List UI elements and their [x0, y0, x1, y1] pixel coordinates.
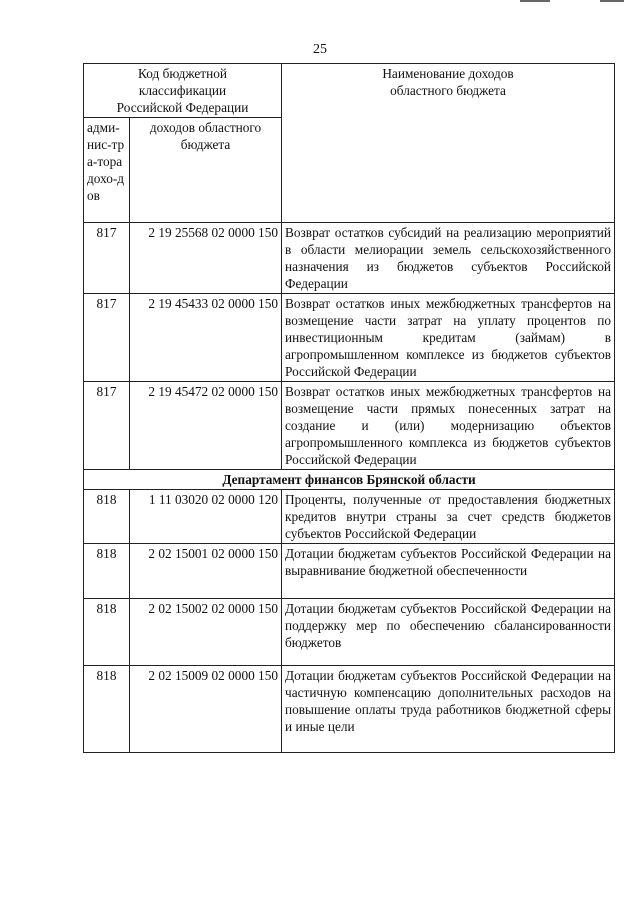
income-code: 1 11 03020 02 0000 120: [130, 490, 282, 544]
table-header-row: [84, 64, 615, 118]
department-row: [84, 470, 615, 490]
income-name: Возврат остатков субсидий на реализацию мероприятий в области мелиорации земель сельскохозяйственного назначения из бюджетов субъектов Российской Федерации: [282, 223, 615, 294]
admin-code: 818: [84, 544, 130, 599]
scan-mark: [520, 0, 550, 2]
table-row: [84, 294, 615, 382]
classification-header-text: Код бюджетной классификации Российской Федерации: [116, 66, 249, 115]
income-code: 2 02 15001 02 0000 150: [130, 544, 282, 599]
page-number: 25: [313, 42, 327, 57]
table-row: [84, 490, 615, 544]
income-code: 2 02 15009 02 0000 150: [130, 666, 282, 753]
income-name: Проценты, полученные от предоставления бюджетных кредитов внутри страны за счет средств бюджетов субъектов Российской Федерации: [282, 490, 615, 544]
administrator-header: [84, 118, 130, 223]
scan-mark: [600, 0, 624, 2]
income-code: 2 02 15002 02 0000 150: [130, 599, 282, 666]
name-header: [282, 64, 615, 223]
income-code: 2 19 25568 02 0000 150: [130, 223, 282, 294]
income-name: Дотации бюджетам субъектов Российской Федерации на выравнивание бюджетной обеспеченности: [282, 544, 615, 599]
income-name: Возврат остатков иных межбюджетных трансфертов на возмещение части прямых понесенных затрат на создание и (или) модернизацию объектов агропромышленного комплекса из бюджетов субъектов Российской Федерации: [282, 382, 615, 470]
classification-header: [84, 64, 282, 118]
income-header: [130, 118, 282, 223]
budget-classification-table: [83, 63, 615, 753]
admin-code: 818: [84, 599, 130, 666]
income-header-text: доходов областного бюджета: [149, 120, 262, 152]
income-code: 2 19 45433 02 0000 150: [130, 294, 282, 382]
admin-code: 818: [84, 490, 130, 544]
income-name: Дотации бюджетам субъектов Российской Федерации на поддержку мер по обеспечению сбалансированности бюджетов: [282, 599, 615, 666]
admin-code: 818: [84, 666, 130, 753]
admin-code: 817: [84, 223, 130, 294]
admin-code: 817: [84, 294, 130, 382]
administrator-header-text: адми-нис-тра-тора дохо-дов: [87, 120, 125, 203]
table-row: [84, 382, 615, 470]
name-header-text: Наименование доходов областного бюджета: [382, 66, 514, 98]
table-row: [84, 544, 615, 599]
department-title: Департамент финансов Брянской области: [84, 470, 615, 490]
table-row: [84, 599, 615, 666]
income-name: Возврат остатков иных межбюджетных трансфертов на возмещение части затрат на уплату процентов по инвестиционным кредитам (займам) в агропромышленном комплексе из бюджетов субъектов Российской Федерации: [282, 294, 615, 382]
income-code: 2 19 45472 02 0000 150: [130, 382, 282, 470]
table-row: [84, 223, 615, 294]
admin-code: 817: [84, 382, 130, 470]
table-row: [84, 666, 615, 753]
income-name: Дотации бюджетам субъектов Российской Федерации на частичную компенсацию дополнительных расходов на повышение оплаты труда работников бюджетной сферы и иные цели: [282, 666, 615, 753]
